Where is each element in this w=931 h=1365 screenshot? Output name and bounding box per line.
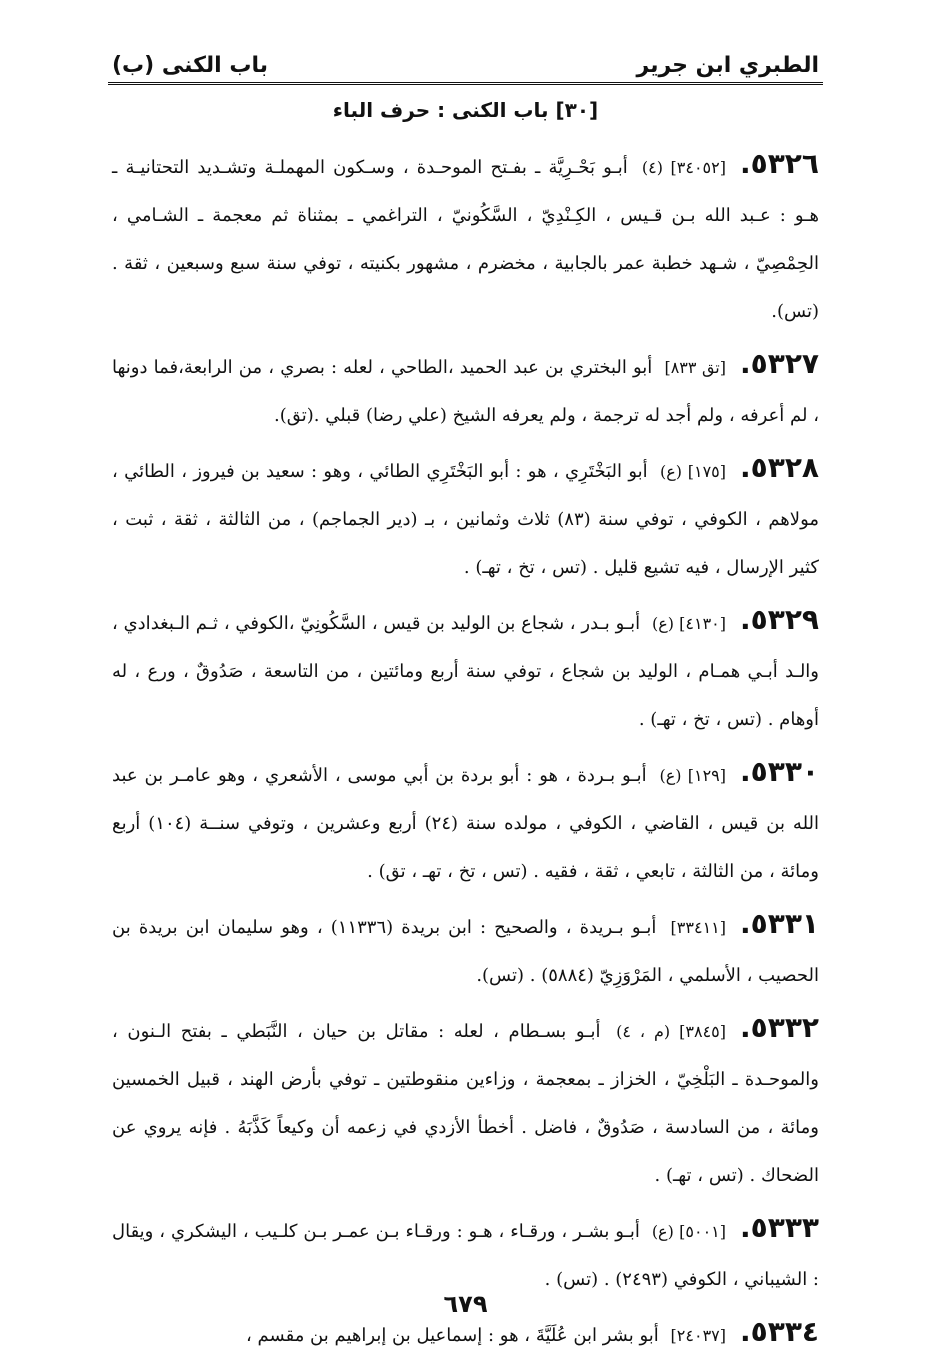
entry-5330 <box>112 748 819 896</box>
entry-5329 <box>112 596 819 744</box>
entry-text: أبـو بـردة ، هو : أبو بردة بن أبي موسى ، الأشعري ، وهو عامـر بن عبد الله بن قيس ، القاضي ، الكوفي ، مولده سنة (٢٤) أربع وعشرين ، وتوفي سنــة (١٠٤) أربع ومائة ، من الثالثة ، تابعي ، ثقة ، فقيه . (تس ، تخ ، تهـ ، تق) . <box>112 765 820 882</box>
header-author-title: الطبري ابن جرير <box>636 53 819 78</box>
entry-reference: [٢٤٠٣٧] <box>670 1326 726 1345</box>
entry-reference: [٥٠٠١] (ع) <box>651 1222 726 1241</box>
entry-5333 <box>112 1204 819 1304</box>
entry-text: أبـو بَحْـرِيَّة ـ بفـتح الموحـدة ، وسـكون المهملـة وتشـديد التحتانيـة ـ هـو : عـبد الله بـن قـيس ، الكِـنْدِيّ ، السَّكُونيّ ، التراغمي ـ بمثناة ثم معجمة ـ الشـامي ، الحِمْصِيّ ، شـهد خطبة عمر بالجابية ، مخضرم ، مشهور بكنيته ، توفي سنة سبع وسبعين ، ثقة . (تس). <box>112 157 819 322</box>
entry-number: ٥٣٣٠. <box>740 755 819 788</box>
entry-reference: [٣٨٤٥] (م ، ٤) <box>616 1022 727 1041</box>
entry-text: أبـو بشـر ، ورقـاء ، هـو : ورقـاء بـن عمـر بـن كلـيب ، اليشكري ، ويقال : الشيباني ، الكوفي (٢٤٩٣) . (تس) . <box>112 1221 819 1290</box>
entry-number: ٥٣٣٣. <box>740 1211 819 1244</box>
entry-number: ٥٣٢٦. <box>739 147 819 180</box>
entry-number: ٥٣٢٩. <box>740 603 819 636</box>
entry-reference: [٤١٣٠] (ع) <box>651 614 726 633</box>
header-divider <box>108 82 823 87</box>
entry-text: أبو البختري بن عبد الحميد ،الطاحي ، لعله : بصري ، من الرابعة،فما دونها ، لم أعرفه ، ولم أجد له ترجمة ، ولم يعرفه الشيخ (علي رضا) قبلي .(تق). <box>112 357 819 426</box>
entry-5327 <box>112 340 819 440</box>
entry-reference: [٣٣٤١١] <box>670 918 727 937</box>
entry-text: أبو بشر ابن عُلَيَّةَ ، هو : إسماعيل بن إبراهيم بن مقسم ، <box>246 1325 659 1346</box>
entry-reference: [تق ٨٣٣] <box>664 358 726 377</box>
entry-5326 <box>112 140 819 336</box>
entry-5331 <box>112 900 819 1000</box>
entry-reference: [١٢٩] (ع) <box>659 766 726 785</box>
entry-number: ٥٣٣٤. <box>740 1315 819 1348</box>
entry-number: ٥٣٣١. <box>740 907 820 940</box>
entry-text: أبـو بسـطام ، لعله : مقاتل بن حيان ، النَّبَطي ـ بفتح الـنون ، والموحـدة ـ البَلْخِيّ ، الخزاز ـ بمعجمة ، وزاءين منقوطتين ـ توفي بأرض الهند ، قبيل الخمسين ومائة ، من السادسة ، صَدُوقٌ ، فاضل . أخطأ الأزدي في زعمه أن وكيعاً كَذَّبَهُ . فإنه يروي عن الضحاك . (تس ، تهـ) . <box>112 1021 819 1186</box>
header-section-title: باب الكنى (ب) <box>112 53 268 78</box>
entry-text: أبو البَخْتَرِي ، هو : أبو البَخْتَرِي الطائي ، وهو : سعيد بن فيروز ، الطائي ، مولاهم ، الكوفي ، توفي سنة (٨٣) ثلاث وثمانين ، بـ (دير الجماجم) ، من الثالثة ، ثقة ، ثبت ، كثير الإرسال ، فيه تشيع قليل . (تس ، تخ ، تهـ) . <box>112 461 820 578</box>
entry-number: ٥٣٢٧. <box>740 347 819 380</box>
entry-reference: [١٧٥] (ع) <box>660 462 726 481</box>
running-header <box>112 38 819 78</box>
entry-5328 <box>112 444 819 592</box>
entry-5332 <box>112 1004 819 1200</box>
chapter-title: [٣٠] باب الكنى : حرف الباء <box>332 98 599 122</box>
entry-number: ٥٣٢٨. <box>740 451 819 484</box>
entry-text: أبـو بـدر ، شجاع بن الوليد بن قيس ، السَّكُونِيّ ،الكوفي ، ثـم الـبغدادي ، والـد أبـي همـام ، الوليد بن شجاع ، توفي سنة أربع ومائتين ، من التاسعة ، صَدُوقٌ ، ورع ، له أوهام . (تس ، تخ ، تهـ) . <box>112 613 819 730</box>
entry-number: ٥٣٣٢. <box>740 1011 820 1044</box>
entry-text: أبـو بـريدة ، والصحيح : ابن بريدة (١١٣٣٦) ، وهو سليمان ابن بريدة بن الحصيب ، الأسلمي ، المَرْوَزِيّ (٥٨٨٤) . (تس). <box>112 917 819 986</box>
entry-reference: [٣٤٠٥٢] (٤) <box>641 158 726 177</box>
page-number: ٦٧٩ <box>443 1290 488 1318</box>
entries-list <box>112 140 819 1360</box>
